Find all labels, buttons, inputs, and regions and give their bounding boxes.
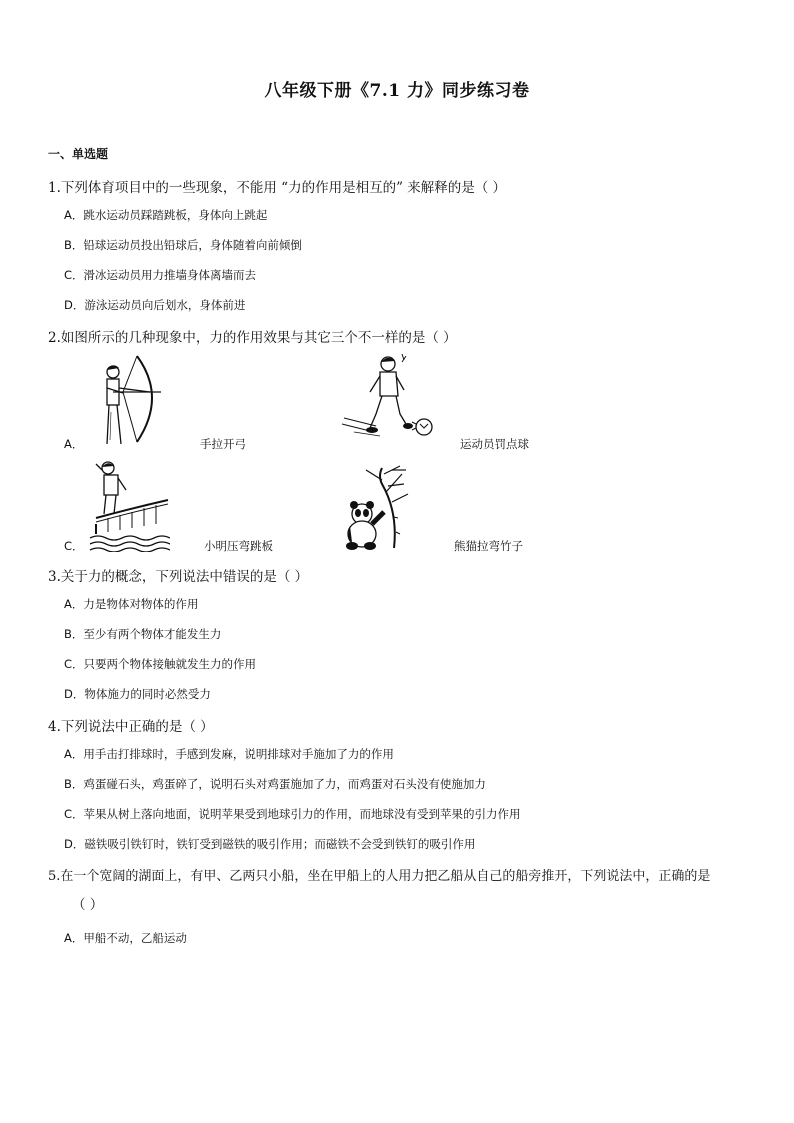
- page-title: 八年级下册《7.1 力》同步练习卷: [264, 81, 530, 101]
- question-4-option-a: A．用手击打排球时，手感到发麻，说明排球对手施加了力的作用: [64, 747, 394, 761]
- question-5-stem-continued: （ ）: [72, 897, 104, 913]
- question-4-stem: 4.下列说法中正确的是（ ）: [48, 719, 214, 735]
- question-5-stem: 5.在一个宽阔的湖面上，有甲、乙两只小船，坐在甲船上的人用力把乙船从自己的船旁推开，下列说法中，正确的是: [48, 869, 711, 884]
- question-1-option-c: C．滑冰运动员用力推墙身体离墙而去: [64, 268, 257, 282]
- question-4-option-d: D．磁铁吸引铁钉时，铁钉受到磁铁的吸引作用；而磁铁不会受到铁钉的吸引作用: [64, 837, 476, 851]
- caption-pull-bow: 手拉开弓: [200, 437, 246, 451]
- label-a: A．: [64, 437, 84, 451]
- question-1-option-b: B．铅球运动员投出铅球后，身体随着向前倾倒: [64, 238, 302, 252]
- question-2-stem: 2.如图所示的几种现象中，力的作用效果与其它三个不一样的是（ ）: [48, 330, 457, 346]
- question-4-option-c: C．苹果从树上落向地面，说明苹果受到地球引力的作用，而地球没有受到苹果的引力作用: [64, 807, 521, 821]
- question-4-option-b: B．鸡蛋碰石头，鸡蛋碎了，说明石头对鸡蛋施加了力，而鸡蛋对石头没有使施加力: [64, 777, 486, 791]
- caption-diving-board: 小明压弯跳板: [204, 539, 273, 553]
- question-1-option-a: A．跳水运动员踩踏跳板，身体向上跳起: [64, 208, 268, 222]
- section-heading: 一、单选题: [48, 147, 109, 161]
- caption-penalty-kick: 运动员罚点球: [460, 437, 529, 451]
- question-3-option-c: C．只要两个物体接触就发生力的作用: [64, 657, 257, 671]
- caption-panda-bamboo: 熊猫拉弯竹子: [454, 539, 523, 553]
- question-5-option-a: A．甲船不动，乙船运动: [64, 931, 187, 945]
- question-3-stem: 3.关于力的概念，下列说法中错误的是（ ）: [48, 569, 309, 585]
- question-1-stem: 1.下列体育项目中的一些现象，不能用 “力的作用是相互的” 来解释的是（ ）: [48, 180, 507, 196]
- question-3-option-a: A．力是物体对物体的作用: [64, 597, 199, 611]
- diving-board-figure: [88, 460, 170, 552]
- archer-figure: [95, 352, 165, 447]
- panda-bamboo-figure: [342, 462, 417, 552]
- label-c: C．: [64, 539, 84, 553]
- question-1-option-d: D．游泳运动员向后划水，身体前进: [64, 298, 246, 312]
- question-3-option-d: D．物体施力的同时必然受力: [64, 687, 211, 701]
- penalty-kick-figure: [340, 352, 435, 442]
- question-3-option-b: B．至少有两个物体才能发生力: [64, 627, 222, 641]
